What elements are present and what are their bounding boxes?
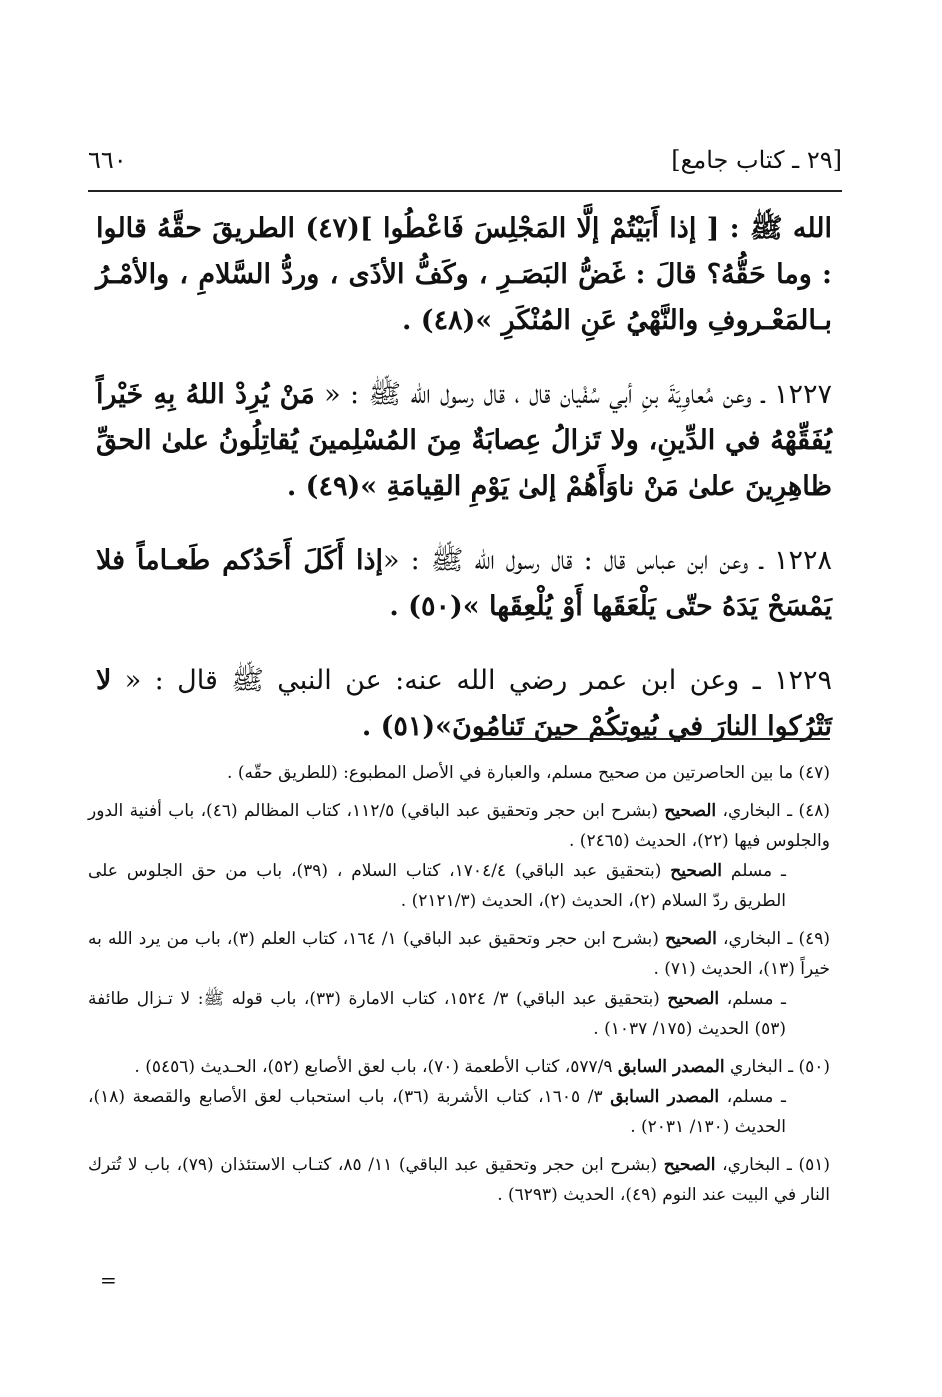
footnote-50-a: (٥٠) ـ البخاري المصدر السابق ٥٧٧/٩، كتاب الأطعمة (٧٠)، باب لعق الأصابع (٥٢)، الحـديث (٥٤٥٦) .: [134, 1057, 830, 1077]
footnote-47: (٤٧) ما بين الحاصرتين من صحيح مسلم، والعبارة في الأصل المطبوع: (للطريق حقّه) .: [227, 763, 830, 783]
footnote-48: [88, 796, 830, 916]
hadith-1228-text: إذا أَكَلَ أَحَدُكم طَعـاماً فلا يَمْسَحْ يَدَهُ حتّى يَلْعَقَها أَوْ يُلْعِقَها »(٥٠) .: [96, 545, 832, 622]
footnotes: [88, 758, 830, 1218]
continuation-mark: =: [100, 1268, 117, 1292]
running-title: [٢٩ ـ كتاب جامع]: [671, 146, 842, 174]
hadith-1228-lead: ١٢٢٨ ـ وعن ابن عباس قال : قال رسول الله ﷺ : «: [383, 545, 832, 576]
paragraph-continuation: الله ﷺ : [ إذا أَبَيْتُمْ إلَّا المَجْلِسَ فَاعْطُوا ](٤٧) الطريقَ حقَّهُ قالوا : وما حَقُّهُ؟ قالَ : غَضُّ البَصَـرِ ، وكَفُّ الأذَى ، وردُّ السَّلامِ ، والأمْـرُ بـالمَعْـروفِ والنَّهْيُ عَنِ المُنْكَرِ »(٤٨) .: [96, 213, 832, 336]
footnote-49: [88, 924, 830, 1044]
footnote-50: [88, 1052, 830, 1142]
header-rule: [88, 190, 842, 192]
hadith-1229-lead: ١٢٢٩ ـ وعن ابن عمر رضي الله عنه: عن النبي ﷺ قال : «: [111, 665, 832, 696]
hadith-1229-text: لا تَتْرُكوا النارَ في بُيوتِكُمْ حينَ تَنامُونَ»(٥١) .: [96, 665, 832, 742]
footnote-48-b: ـ مسلم الصحيح (بتحقيق عبد الباقي) ١٧٠٤/٤، كتاب السلام ، (٣٩)، باب من حق الجلوس على الطريق ردّ السلام (٢)، الحديث (٢)، الحديث (٢١٢١/٣) .: [88, 861, 786, 911]
footnote-50-b: ـ مسلم، المصدر السابق ٣/ ١٦٠٥، كتاب الأشربة (٣٦)، باب استحباب لعق الأصابع والقصعة (١٨)، الحديث (١٣٠/ ٢٠٣١) .: [88, 1087, 786, 1137]
footnote-49-b: ـ مسلم، الصحيح (بتحقيق عبد الباقي) ٣/ ١٥٢٤، كتاب الامارة (٣٣)، باب قوله ﷺ: لا تـزال طائفة (٥٣) الحديث (١٧٥/ ١٠٣٧) .: [88, 989, 786, 1039]
hadith-1227-lead: ١٢٢٧ ـ وعن مُعاوِيَةَ بنِ أبي سُفْيان قال ، قال رسول الله ﷺ : «: [314, 379, 832, 410]
footnote-51: (٥١) ـ البخاري، الصحيح (بشرح ابن حجر وتحقيق عبد الباقي) ١١/ ٨٥، كتـاب الاستئذان (٧٩)، باب لا تُترك النار في البيت عند النوم (٤٩)، الحديث (٦٢٩٣) .: [88, 1155, 830, 1205]
footnote-48-a: (٤٨) ـ البخاري، الصحيح (بشرح ابن حجر وتحقيق عبد الباقي) ١١٢/٥، كتاب المظالم (٤٦)، باب أفنية الدور والجلوس فيها (٢٢)، الحديث (٢٤٦٥) .: [88, 801, 831, 851]
hadith-1227: [96, 372, 832, 510]
main-text: [96, 206, 832, 778]
hadith-1229: [96, 658, 832, 750]
hadith-1228: [96, 538, 832, 630]
footnote-49-a: (٤٩) ـ البخاري، الصحيح (بشرح ابن حجر وتحقيق عبد الباقي) ١/ ١٦٤، كتاب العلم (٣)، باب من يرد الله به خيراً (١٣)، الحديث (٧١) .: [88, 929, 830, 979]
footnote-separator: [480, 738, 830, 740]
page-header: [88, 140, 842, 186]
page-number: ٦٦٠: [88, 146, 127, 174]
hadith-1227-text: مَنْ يُرِدْ اللهُ بِهِ خَيْراً يُفَقِّهْهُ في الدِّينِ، ولا تَزالُ عِصابَةٌ مِنَ المُسْلِمينَ يُقاتِلُونُ علىٰ الحقِّ ظاهِرِينَ علىٰ مَنْ ناوَأَهُمْ إلىٰ يَوْمِ القِيامَةِ »(٤٩) .: [96, 379, 832, 502]
